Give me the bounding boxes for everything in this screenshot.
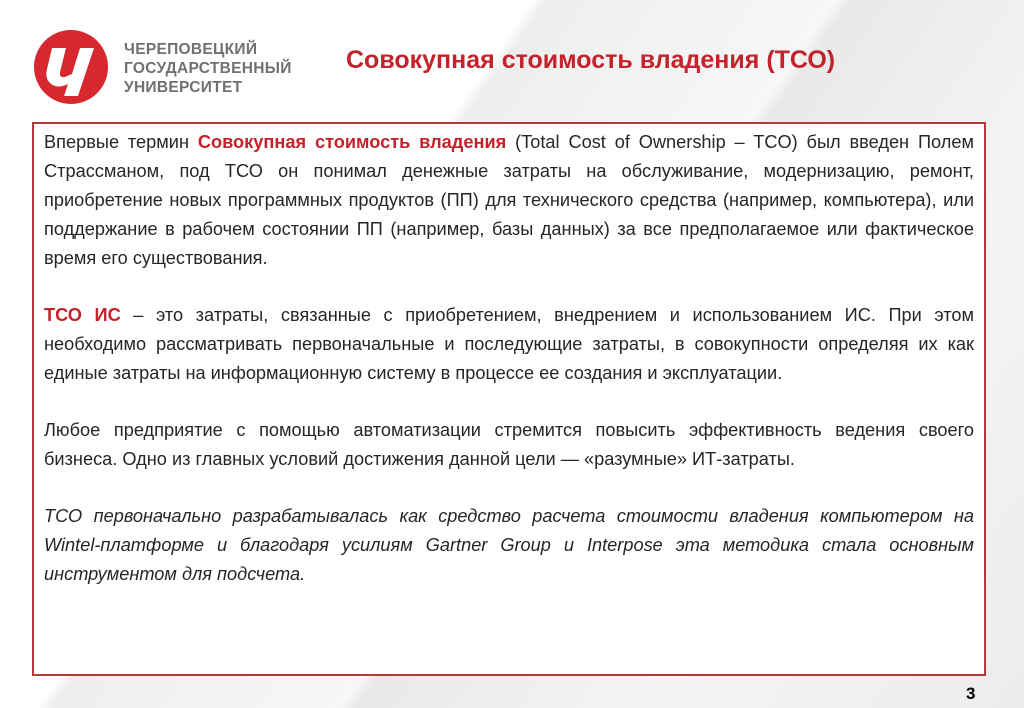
paragraph-definition [44,128,974,273]
slide-title: Совокупная стоимость владения (ТСО) [346,46,836,74]
highlighted-term: ТСО ИС [44,305,121,325]
paragraph-text: Впервые термин [44,132,198,152]
paragraph-automation: Любое предприятие с помощью автоматизации стремится повысить эффективность ведения своего бизнеса. Одно из главных условий достижения данной цели — «разумные» ИТ-затраты. [44,420,974,469]
university-name-line: ЧЕРЕПОВЕЦКИЙ [124,41,258,58]
content-box [32,122,986,676]
university-logo-icon [32,28,110,106]
paragraph-text: – это затраты, связанные с приобретением, внедрением и использованием ИС. При этом необходимо рассматривать первоначальные и последующие затраты, в совокупности определяя их как единые затраты на информационную систему в процессе ее создания и эксплуатации. [44,305,974,383]
paragraph-tco-is [44,301,974,388]
highlighted-term: Совокупная стоимость владения [197,132,507,152]
university-name [124,40,292,97]
paragraph-history: ТСО первоначально разрабатывалась как средство расчета стоимости владения компьютером на Wintel-платформе и благодаря усилиям Gartner Group и Interpose эта методика стала основным инструментом для подсчета. [44,506,974,584]
university-name-line: УНИВЕРСИТЕТ [124,79,243,96]
paragraph-text: (Total Cost of Ownership – TCO) был введен Полем Страссманом, под ТСО он понимал денежные затраты на обслуживание, модернизацию, ремонт, приобретение новых программных продуктов (ПП) для технического средства (например, компьютера), или поддержание в рабочем состоянии ПП (например, базы данных) за все предполагаемое или фактическое время его существования. [44,132,974,268]
university-name-line: ГОСУДАРСТВЕННЫЙ [124,60,292,77]
page-number: 3 [966,684,976,703]
